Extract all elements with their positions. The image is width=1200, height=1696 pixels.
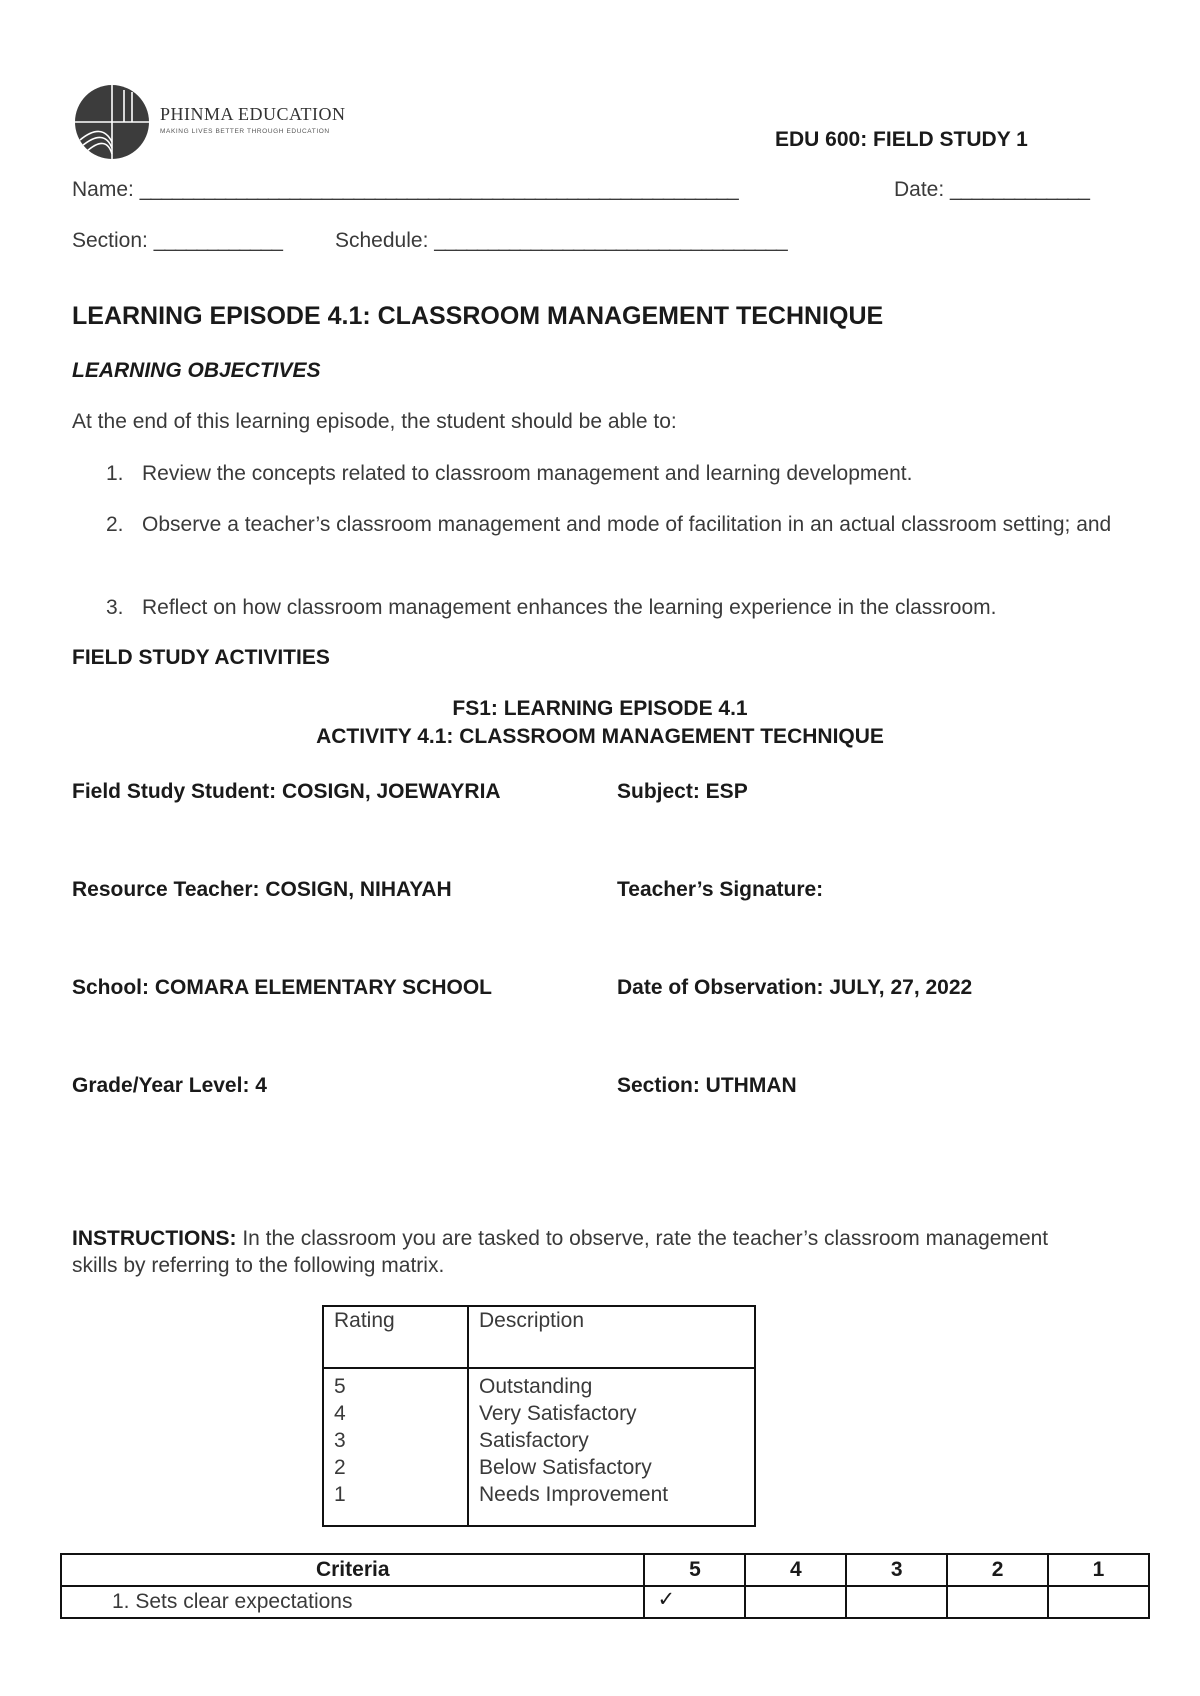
logo-tagline: MAKING LIVES BETTER THROUGH EDUCATION xyxy=(160,128,330,135)
score-header-3: 3 xyxy=(846,1554,947,1586)
field-study-student: Field Study Student: COSIGN, JOEWAYRIA xyxy=(72,780,501,803)
criteria-header: Criteria xyxy=(61,1554,644,1586)
score-cell-4[interactable] xyxy=(745,1586,846,1618)
score-cell-2[interactable] xyxy=(947,1586,1048,1618)
rating-value: 1 xyxy=(334,1483,346,1506)
rating-header: Rating xyxy=(323,1306,468,1368)
check-icon[interactable]: ✓ xyxy=(644,1586,745,1618)
subject: Subject: ESP xyxy=(617,780,748,803)
objectives-intro: At the end of this learning episode, the student should be able to: xyxy=(72,410,677,433)
score-cell-1[interactable] xyxy=(1048,1586,1149,1618)
date-of-observation: Date of Observation: JULY, 27, 2022 xyxy=(617,976,973,999)
logo-name: PHINMA EDUCATION xyxy=(160,104,346,124)
rating-value: 5 xyxy=(334,1375,346,1398)
description-header: Description xyxy=(468,1306,755,1368)
rating-values xyxy=(323,1368,468,1526)
rating-table-body xyxy=(323,1368,755,1526)
name-field[interactable]: ________________________________________________________ xyxy=(139,178,738,201)
objective-text: Reflect on how classroom management enhances the learning experience in the classroom. xyxy=(142,596,997,619)
objective-number: 2. xyxy=(106,513,124,536)
name-label: Name: xyxy=(72,178,134,201)
table-row xyxy=(61,1586,1149,1618)
rating-descriptions xyxy=(468,1368,755,1526)
activities-subtitle-1: FS1: LEARNING EPISODE 4.1 xyxy=(452,697,748,720)
score-header-5: 5 xyxy=(644,1554,745,1586)
objective-text: Observe a teacher’s classroom management and mode of facilitation in an actual classroom setting; and xyxy=(142,513,1112,536)
objective-number: 1. xyxy=(106,462,124,485)
criteria-table xyxy=(60,1553,1150,1619)
criteria-header-row xyxy=(61,1554,1149,1586)
activities-subtitle-2: ACTIVITY 4.1: CLASSROOM MANAGEMENT TECHNIQUE xyxy=(316,725,884,748)
resource-teacher: Resource Teacher: COSIGN, NIHAYAH xyxy=(72,878,452,901)
section-label: Section: xyxy=(72,229,148,252)
score-header-1: 1 xyxy=(1048,1554,1149,1586)
instructions-text: In the classroom you are tasked to observe, rate the teacher’s classroom management skills by referring to the following matrix. xyxy=(72,1227,1049,1277)
name-row xyxy=(72,178,738,202)
teacher-signature: Teacher’s Signature: xyxy=(617,878,824,901)
objective-number: 3. xyxy=(106,596,124,619)
rating-description: Very Satisfactory xyxy=(479,1402,637,1425)
activities-heading: FIELD STUDY ACTIVITIES xyxy=(72,646,330,669)
criterion-text: 1. Sets clear expectations xyxy=(61,1586,644,1618)
schedule-label: Schedule: xyxy=(335,229,429,252)
schedule-row xyxy=(335,229,787,253)
grade-level: Grade/Year Level: 4 xyxy=(72,1074,267,1097)
schedule-field[interactable]: _________________________________ xyxy=(434,229,787,252)
rating-description: Needs Improvement xyxy=(479,1483,669,1506)
date-label: Date: xyxy=(894,178,945,201)
rating-value: 3 xyxy=(334,1429,346,1452)
rating-value: 4 xyxy=(334,1402,346,1425)
school: School: COMARA ELEMENTARY SCHOOL xyxy=(72,976,492,999)
rating-description: Satisfactory xyxy=(479,1429,589,1452)
score-cell-3[interactable] xyxy=(846,1586,947,1618)
section-row xyxy=(72,229,282,253)
objective-text: Review the concepts related to classroom management and learning development. xyxy=(142,462,913,485)
score-header-2: 2 xyxy=(947,1554,1048,1586)
section-info: Section: UTHMAN xyxy=(617,1074,797,1097)
page-title: LEARNING EPISODE 4.1: CLASSROOM MANAGEMENT TECHNIQUE xyxy=(72,302,884,330)
phinma-logo-icon xyxy=(72,82,162,162)
date-field[interactable]: _____________ xyxy=(950,178,1089,201)
rating-description: Outstanding xyxy=(479,1375,593,1398)
date-row xyxy=(894,178,1089,202)
instructions-label: INSTRUCTIONS: xyxy=(72,1227,237,1250)
rating-table-header xyxy=(323,1306,755,1368)
instructions xyxy=(72,1225,1072,1279)
objectives-heading: LEARNING OBJECTIVES xyxy=(72,359,321,382)
course-title: EDU 600: FIELD STUDY 1 xyxy=(775,128,1028,151)
rating-table xyxy=(322,1305,756,1527)
section-field[interactable]: ____________ xyxy=(153,229,282,252)
rating-description: Below Satisfactory xyxy=(479,1456,652,1479)
rating-value: 2 xyxy=(334,1456,346,1479)
score-header-4: 4 xyxy=(745,1554,846,1586)
